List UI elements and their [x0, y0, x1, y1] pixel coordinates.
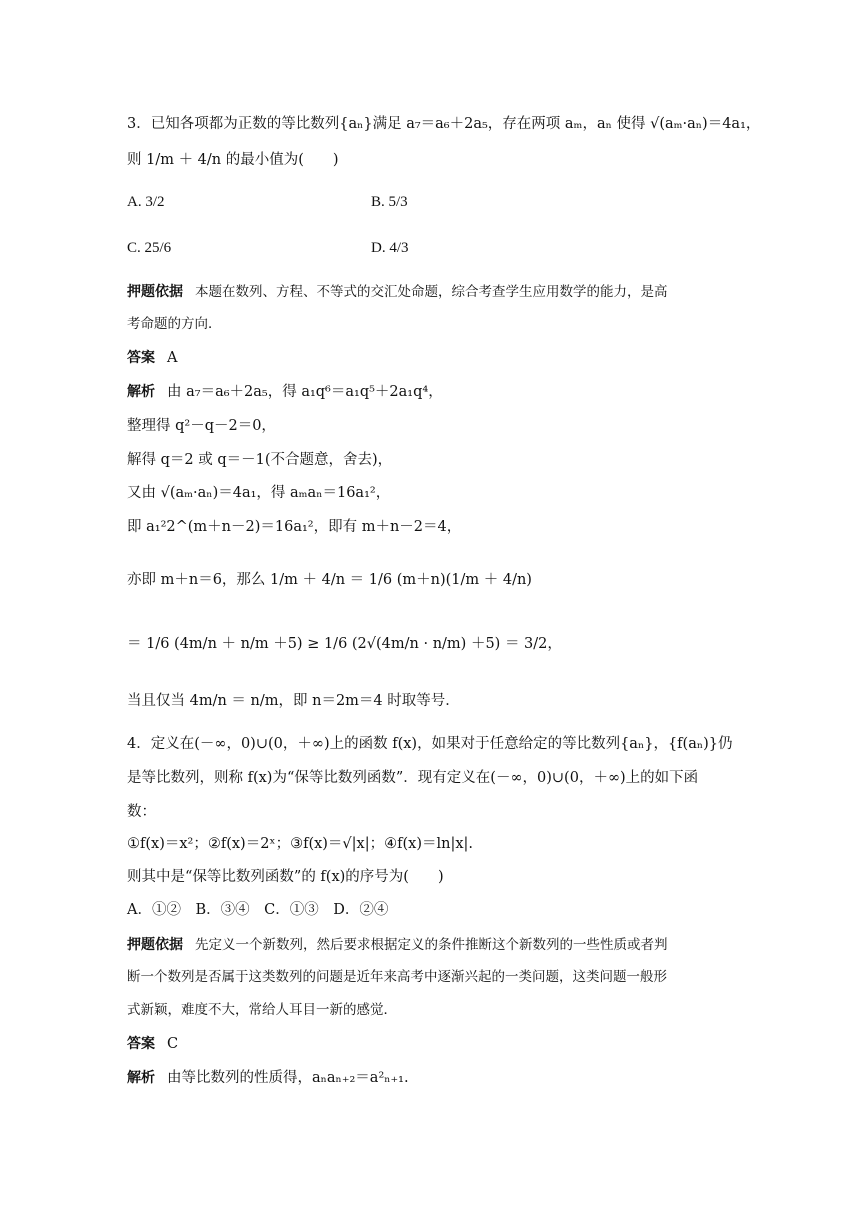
- q3-stem-line2: 则 1/m ＋ 4/n 的最小值为( ): [127, 152, 339, 168]
- q4-basis-label: 押题依据: [127, 937, 183, 953]
- q3-analysis-line1: [127, 381, 443, 403]
- q3-basis-line2: 考命题的方向．: [127, 316, 222, 332]
- q3-stem-line1: 3．已知各项都为正数的等比数列{aₙ}满足 a₇＝a₆＋2a₅，存在两项 aₘ，aₙ 使得 √(aₘ·aₙ)＝4a₁，: [127, 116, 761, 132]
- q4-stem-line2: 是等比数列，则称 f(x)为“保等比数列函数”．现有定义在(－∞，0)∪(0，＋∞)上的如下函: [127, 770, 699, 786]
- q3-option-b: B. 5/3: [371, 194, 408, 210]
- q4-answer-line: [127, 1033, 178, 1055]
- q4-stem-line1: 4．定义在(－∞，0)∪(0，＋∞)上的函数 f(x)，如果对于任意给定的等比数列{aₙ}，{f(aₙ)}仍: [127, 736, 733, 752]
- q3-option-d: D. 4/3: [371, 240, 409, 256]
- q4-basis-line2: 断一个数列是否属于这类数列的问题是近年来高考中逐渐兴起的一类问题，这类问题一般形: [127, 969, 667, 985]
- q3-analysis-line7: ＝ 1/6 (4m/n ＋ n/m ＋5) ≥ 1/6 (2√(4m/n · n/m) ＋5) ＝ 3/2，: [127, 636, 562, 652]
- q3-answer-value: A: [167, 350, 178, 366]
- q3-analysis-line4: 又由 √(aₘ·aₙ)＝4a₁，得 aₘaₙ＝16a₁²，: [127, 485, 391, 501]
- q3-option-c: C. 25/6: [127, 240, 172, 256]
- q3-analysis-line8: 当且仅当 4m/n ＝ n/m，即 n＝2m＝4 时取等号．: [127, 693, 460, 709]
- q4-answer-label: 答案: [127, 1036, 155, 1052]
- q3-basis-label: 押题依据: [127, 284, 183, 300]
- q3-answer-label: 答案: [127, 350, 155, 366]
- q4-analysis-line: [127, 1067, 409, 1089]
- q3-analysis-label: 解析: [127, 384, 155, 400]
- q4-basis-line3: 式新颖，难度不大，常给人耳目一新的感觉．: [127, 1002, 397, 1018]
- q3-answer-line: [127, 347, 177, 369]
- q3-analysis-text-0: 由 a₇＝a₆＋2a₅，得 a₁q⁶＝a₁q⁵＋2a₁q⁴，: [167, 384, 443, 400]
- q4-analysis-text: 由等比数列的性质得，aₙaₙ₊₂＝a²ₙ₊₁.: [167, 1070, 409, 1086]
- q3-basis-line1: [127, 281, 668, 303]
- q4-analysis-label: 解析: [127, 1070, 155, 1086]
- q3-analysis-line3: 解得 q＝2 或 q＝－1(不合题意，舍去)，: [127, 452, 393, 468]
- q4-question: 则其中是“保等比数列函数”的 f(x)的序号为( ): [127, 869, 444, 885]
- q3-analysis-line5: 即 a₁²2^(m＋n－2)＝16a₁²，即有 m＋n－2＝4，: [127, 519, 462, 535]
- q3-basis-text: 本题在数列、方程、不等式的交汇处命题，综合考查学生应用数学的能力，是高: [195, 284, 668, 300]
- q3-analysis-line2: 整理得 q²－q－2＝0，: [127, 418, 276, 434]
- q4-basis-line1: [127, 934, 668, 956]
- q4-stem-line3: 数：: [127, 804, 156, 820]
- q3-analysis-line6: 亦即 m＋n＝6，那么 1/m ＋ 4/n ＝ 1/6 (m＋n)(1/m ＋ 4/n): [127, 572, 532, 588]
- q4-functions: ①f(x)＝x²；②f(x)＝2ˣ；③f(x)＝√|x|；④f(x)＝ln|x|.: [127, 836, 474, 852]
- q3-option-a: A. 3/2: [127, 194, 165, 210]
- q4-basis-text: 先定义一个新数列，然后要求根据定义的条件推断这个新数列的一些性质或者判: [195, 937, 668, 953]
- q4-options: A．①② B．③④ C．①③ D．②④: [127, 902, 389, 918]
- q4-answer-value: C: [167, 1036, 179, 1052]
